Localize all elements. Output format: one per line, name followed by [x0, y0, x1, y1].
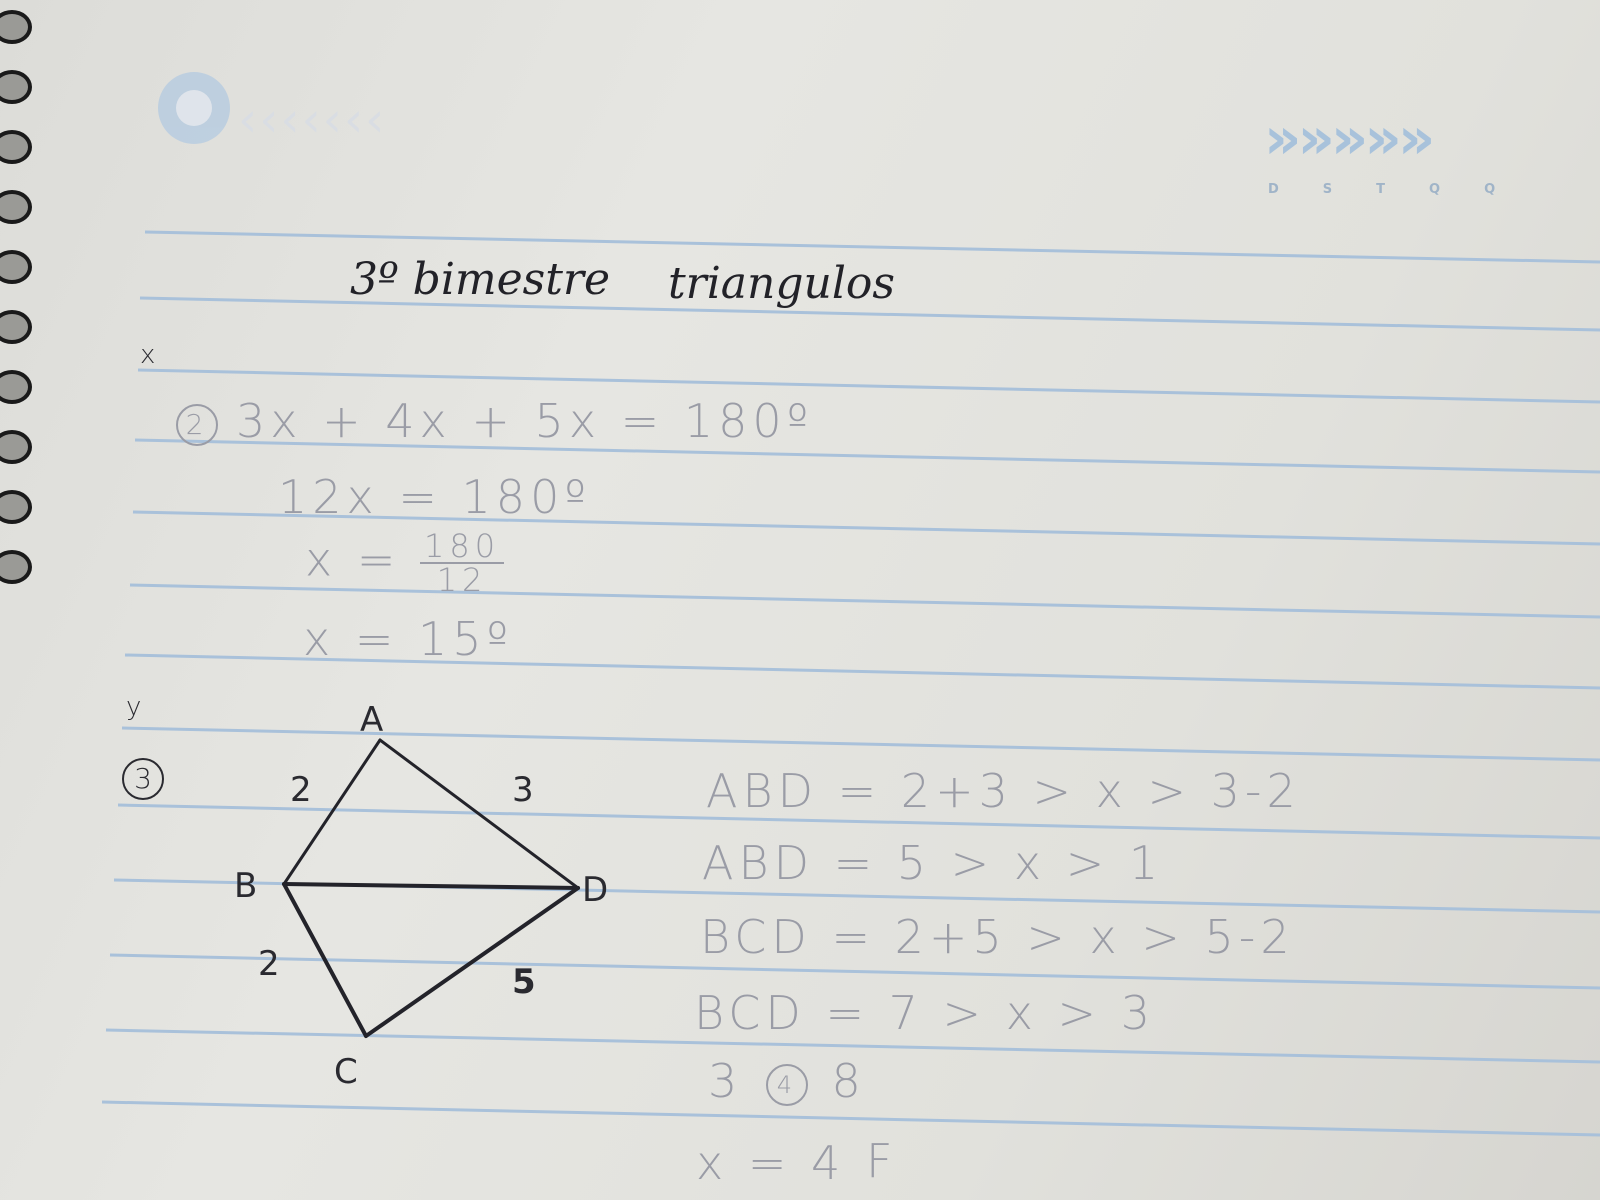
title-bimester: 3º bimestre: [350, 254, 611, 305]
problem3-line1: ABD = 2+3 > x > 3-2: [706, 764, 1301, 818]
edge-ad: [380, 740, 578, 888]
problem3-final-mark: F: [866, 1134, 898, 1188]
problem2-fraction-denominator: 12: [436, 561, 488, 599]
brand-arrows: »»»»»: [1264, 104, 1432, 172]
problem2-fraction-numerator: 180: [420, 530, 504, 564]
problem2-line2: 12x = 180º: [278, 470, 592, 524]
problem3-final: x = 4: [696, 1136, 846, 1190]
edge-ab: [284, 740, 380, 884]
side-bc-label: 2: [258, 944, 280, 984]
weekday-letters: DSTQQ: [1268, 182, 1540, 197]
faint-arrows-icon: ‹‹‹‹‹‹‹: [238, 92, 387, 148]
problem3-line2: ABD = 5 > x > 1: [702, 836, 1164, 890]
answer-row-right: 8: [831, 1054, 866, 1108]
vertex-d-label: D: [582, 870, 609, 910]
vertex-a-label: A: [360, 700, 384, 740]
margin-mark-x: x: [140, 340, 156, 370]
edge-bd: [284, 884, 578, 888]
problem3-answer-row: [708, 1054, 866, 1108]
problem2-number: 2: [176, 404, 218, 446]
answer-row-circled: 4: [766, 1064, 808, 1106]
problem3-line4: BCD = 7 > x > 3: [694, 986, 1155, 1040]
problem2-line3-lhs: x =: [305, 532, 401, 587]
side-cd-label: 5: [512, 962, 536, 1002]
vertex-b-label: B: [234, 866, 258, 906]
answer-row-left: 3: [708, 1054, 743, 1108]
edge-bc: [284, 884, 366, 1036]
problem2-line4: x = 15º: [303, 612, 514, 666]
problem3-number: 3: [122, 758, 164, 800]
side-ad-label: 3: [512, 770, 534, 810]
problem3-line3: BCD = 2+5 > x > 5-2: [700, 910, 1295, 964]
margin-mark-y: y: [126, 692, 142, 722]
title-topic: triangulos: [668, 258, 896, 309]
problem2-equation: 3x + 4x + 5x = 180º: [236, 394, 814, 448]
side-ab-label: 2: [290, 770, 312, 810]
edge-cd: [366, 888, 578, 1036]
vertex-c-label: C: [334, 1052, 358, 1092]
